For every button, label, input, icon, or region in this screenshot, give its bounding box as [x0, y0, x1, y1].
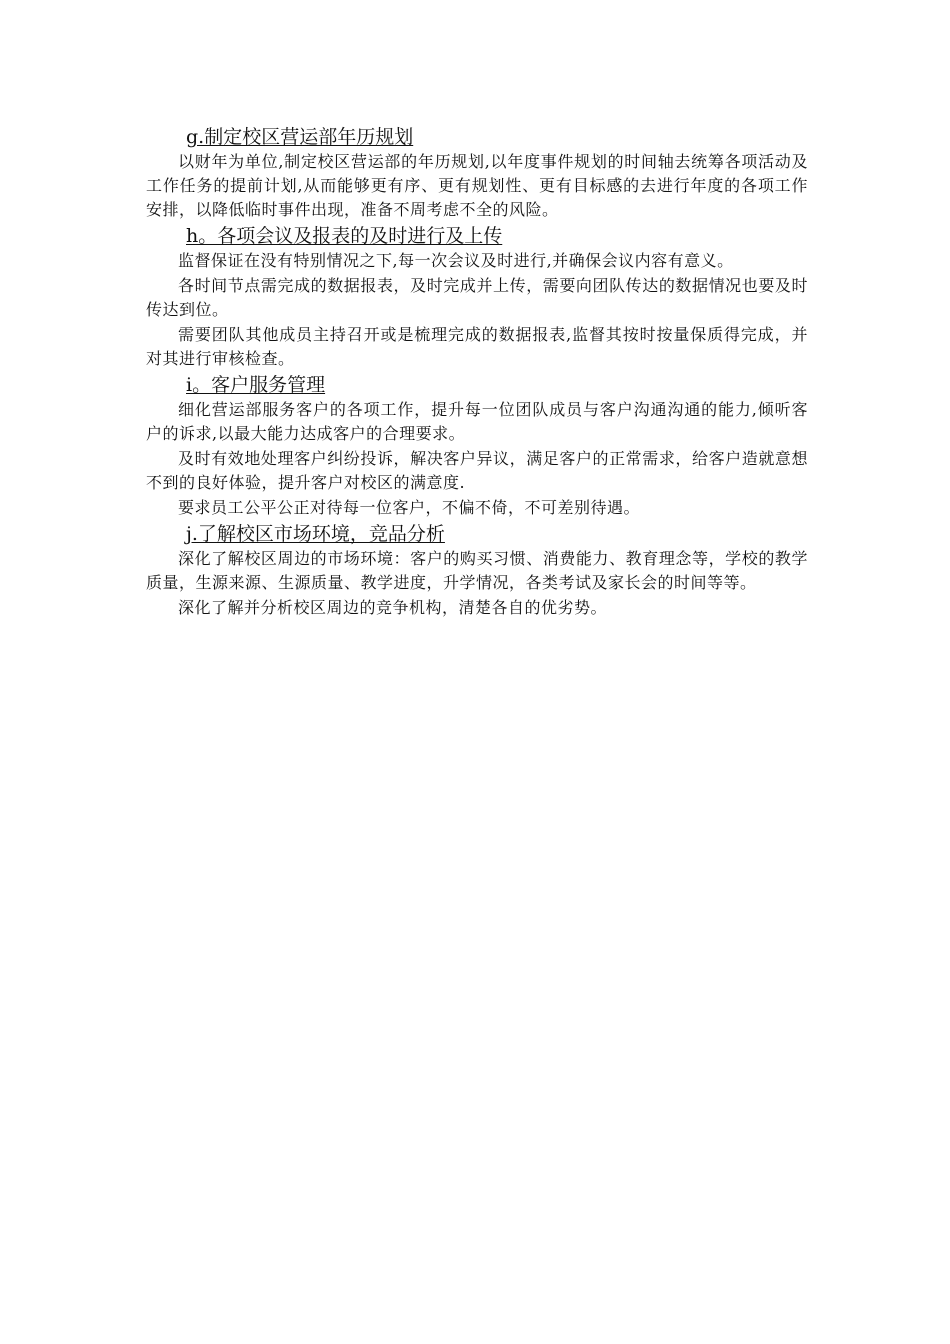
paragraph: 及时有效地处理客户纠纷投诉，解决客户异议，满足客户的正常需求，给客户造就意想不到的良好体验，提升客户对校区的满意度. [146, 449, 808, 492]
paragraph: 监督保证在没有特别情况之下,每一次会议及时进行,并确保会议内容有意义。 [178, 251, 734, 270]
paragraph: 深化了解并分析校区周边的竞争机构，清楚各自的优劣势。 [178, 598, 608, 617]
section-heading: g.制定校区营运部年历规划 [186, 126, 414, 148]
section-heading: j.了解校区市场环境，竞品分析 [186, 523, 445, 545]
paragraph: 深化了解校区周边的市场环境：客户的购买习惯、消费能力、教育理念等，学校的教学质量，生源来源、生源质量、教学进度，升学情况，各类考试及家长会的时间等等。 [146, 549, 808, 592]
section-heading: i。客户服务管理 [186, 374, 326, 396]
paragraph: 要求员工公平公正对待每一位客户，不偏不倚，不可差别待遇。 [178, 498, 641, 517]
section-customer-service [146, 372, 808, 520]
section-heading: h。各项会议及报表的及时进行及上传 [186, 225, 503, 247]
section-market-analysis [146, 521, 808, 620]
paragraph: 需要团队其他成员主持召开或是梳理完成的数据报表,监督其按时按量保质得完成，并对其进行审核检查。 [146, 325, 808, 368]
paragraph: 以财年为单位,制定校区营运部的年历规划,以年度事件规划的时间轴去统筹各项活动及工作任务的提前计划,从而能够更有序、更有规划性、更有目标感的去进行年度的各项工作安排，以降低临时事件出现，准备不周考虑不全的风险。 [146, 152, 808, 219]
paragraph: 细化营运部服务客户的各项工作，提升每一位团队成员与客户沟通沟通的能力,倾听客户的诉求,以最大能力达成客户的合理要求。 [146, 400, 808, 443]
section-annual-plan [146, 124, 808, 222]
document-page [146, 124, 808, 621]
section-meetings-reports [146, 223, 808, 371]
paragraph: 各时间节点需完成的数据报表，及时完成并上传，需要向团队传达的数据情况也要及时传达到位。 [146, 276, 808, 319]
